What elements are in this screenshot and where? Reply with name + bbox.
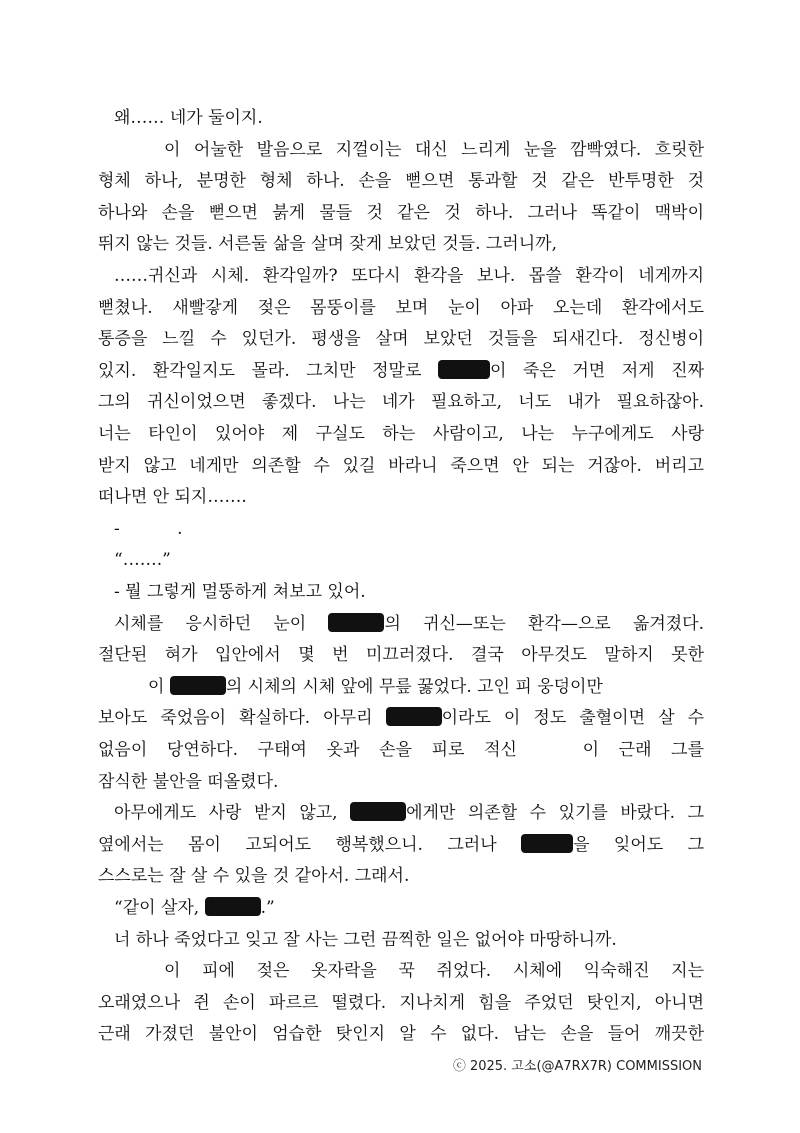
- text-line: [114, 548, 704, 572]
- text-line: [98, 675, 704, 699]
- text-line: [98, 296, 704, 320]
- text-segment: 그의 귀신이었으면 좋겠다. 나는 네가 필요하고, 너도 내가 필요하잖아.: [98, 392, 704, 413]
- redaction-bar: [328, 613, 384, 632]
- text-line: [98, 454, 704, 478]
- text-segment: 떠나면 안 되지…….: [98, 487, 247, 508]
- text-segment: 이: [148, 676, 170, 697]
- text-line: [98, 1022, 704, 1046]
- text-segment: 시체를 응시하던 눈이: [114, 613, 329, 634]
- text-line: [114, 612, 704, 636]
- text-segment: .: [177, 518, 183, 539]
- text-line: [114, 264, 704, 288]
- text-segment: 없음이 당연하다. 구태여 옷과 손을 피로 적신: [98, 740, 537, 760]
- text-line: [114, 106, 704, 130]
- text-segment: 의 시체의 시체 앞에 무릎 꿇었다. 고인 피 웅덩이만: [225, 676, 603, 697]
- text-segment: 너는 타인이 있어야 제 구실도 하는 사람이고, 나는 누구에게도 사랑: [98, 424, 704, 444]
- text-segment: 이라도 이 정도 출혈이면 살 수: [441, 708, 704, 729]
- text-line: [98, 485, 704, 509]
- text-segment: ……귀신과 시체. 환각일까? 또다시 환각을 보나. 몹쓸 환각이 네게까지: [114, 266, 704, 286]
- text-line: [98, 359, 704, 383]
- text-segment: 왜…… 네가 둘이지.: [114, 108, 263, 128]
- text-segment: 옆에서는 몸이 고되어도 행복했으니. 그러나: [98, 834, 522, 855]
- text-line: [98, 770, 704, 794]
- text-segment: 의 귀신—또는 환각—으로 옮겨졌다.: [384, 613, 704, 634]
- text-line: [98, 833, 704, 857]
- text-line: [98, 232, 704, 256]
- text-segment: .”: [260, 898, 275, 918]
- text-segment: 잠식한 불안을 떠올렸다.: [98, 771, 279, 792]
- text-segment: 형체 하나, 분명한 형체 하나. 손을 뻗으면 통과할 것 같은 반투명한 것: [98, 171, 704, 192]
- copyright-footer: ⓒ 2025. 고소(@A7RX7R) COMMISSION: [452, 1059, 702, 1074]
- blank-name-space: [98, 676, 148, 695]
- text-segment: 을 잊어도 그: [573, 834, 704, 855]
- text-segment: “…….”: [114, 550, 171, 571]
- redaction-bar: [438, 360, 490, 379]
- text-segment: 오래였으나 쥔 손이 파르르 떨렸다. 지나치게 힘을 주었던 탓인지, 아니면: [98, 992, 704, 1013]
- blank-name-space: [125, 518, 177, 537]
- redaction-bar: [350, 802, 406, 821]
- text-segment: 이 어눌한 발음으로 지껄이는 대신 느리게 눈을 깜빡였다. 흐릿한: [164, 139, 704, 160]
- redaction-bar: [170, 676, 226, 695]
- text-segment: 있지. 환각일지도 몰라. 그치만 정말로: [98, 360, 438, 381]
- text-segment: 너 하나 죽었다고 잊고 잘 사는 그런 끔찍한 일은 없어야 마땅하니까.: [114, 929, 617, 950]
- text-segment: 아무에게도 사랑 받지 않고,: [114, 803, 351, 824]
- text-segment: 받지 않고 네게만 의존할 수 있길 바라니 죽으면 안 되는 거잖아. 버리고: [98, 455, 704, 476]
- text-line: [98, 169, 704, 193]
- text-line: [98, 738, 704, 762]
- text-line: [98, 706, 704, 730]
- text-segment: 통증을 느낄 수 있던가. 평생을 살며 보았던 것들을 되새긴다. 정신병이: [98, 329, 704, 350]
- text-segment: 에게만 의존할 수 있기를 바랐다. 그: [406, 803, 704, 824]
- blank-name-space: [114, 139, 164, 158]
- text-segment: 보아도 죽었음이 확실하다. 아무리: [98, 708, 386, 729]
- text-line: [98, 643, 704, 667]
- text-line: [114, 928, 704, 952]
- text-segment: 뻗쳤나. 새빨갛게 젖은 몸뚱이를 보며 눈이 아파 오는데 환각에서도: [98, 297, 704, 318]
- text-segment: - 뭘 그렇게 멀뚱하게 쳐보고 있어.: [114, 582, 366, 602]
- text-line: [98, 991, 704, 1015]
- text-line: [98, 864, 704, 888]
- text-segment: 이 근래 그를: [582, 740, 704, 760]
- text-segment: -: [114, 518, 126, 539]
- redaction-bar: [521, 834, 573, 853]
- blank-name-space: [537, 739, 583, 758]
- text-line: [98, 201, 704, 225]
- text-line: [114, 801, 704, 825]
- text-segment: 이 피에 젖은 옷자락을 꾹 쥐었다. 시체에 익숙해진 지는: [164, 961, 704, 982]
- blank-name-space: [114, 960, 164, 979]
- text-line: [114, 959, 704, 983]
- text-segment: 뛰지 않는 것들. 서른둘 삶을 살며 잦게 보았던 것들. 그러니까,: [98, 234, 557, 255]
- text-line: [114, 580, 704, 604]
- text-segment: 이 죽은 거면 저게 진짜: [489, 360, 704, 381]
- text-segment: “같이 살자,: [114, 898, 205, 918]
- text-segment: 하나와 손을 뻗으면 붉게 물들 것 같은 것 하나. 그러나 똑같이 맥박이: [98, 202, 704, 223]
- text-segment: 스스로는 잘 살 수 있을 것 같아서. 그래서.: [98, 866, 410, 887]
- redaction-bar: [386, 707, 442, 726]
- text-line: [98, 327, 704, 351]
- text-segment: 근래 가졌던 불안이 엄습한 탓인지 알 수 없다. 남는 손을 들어 깨끗한: [98, 1024, 704, 1045]
- text-line: [98, 390, 704, 414]
- text-line: [114, 138, 704, 162]
- redaction-bar: [205, 897, 261, 916]
- text-line: [98, 422, 704, 446]
- text-segment: 절단된 혀가 입안에서 몇 번 미끄러졌다. 결국 아무것도 말하지 못한: [98, 645, 704, 666]
- text-line: [114, 517, 704, 541]
- text-line: [114, 896, 704, 920]
